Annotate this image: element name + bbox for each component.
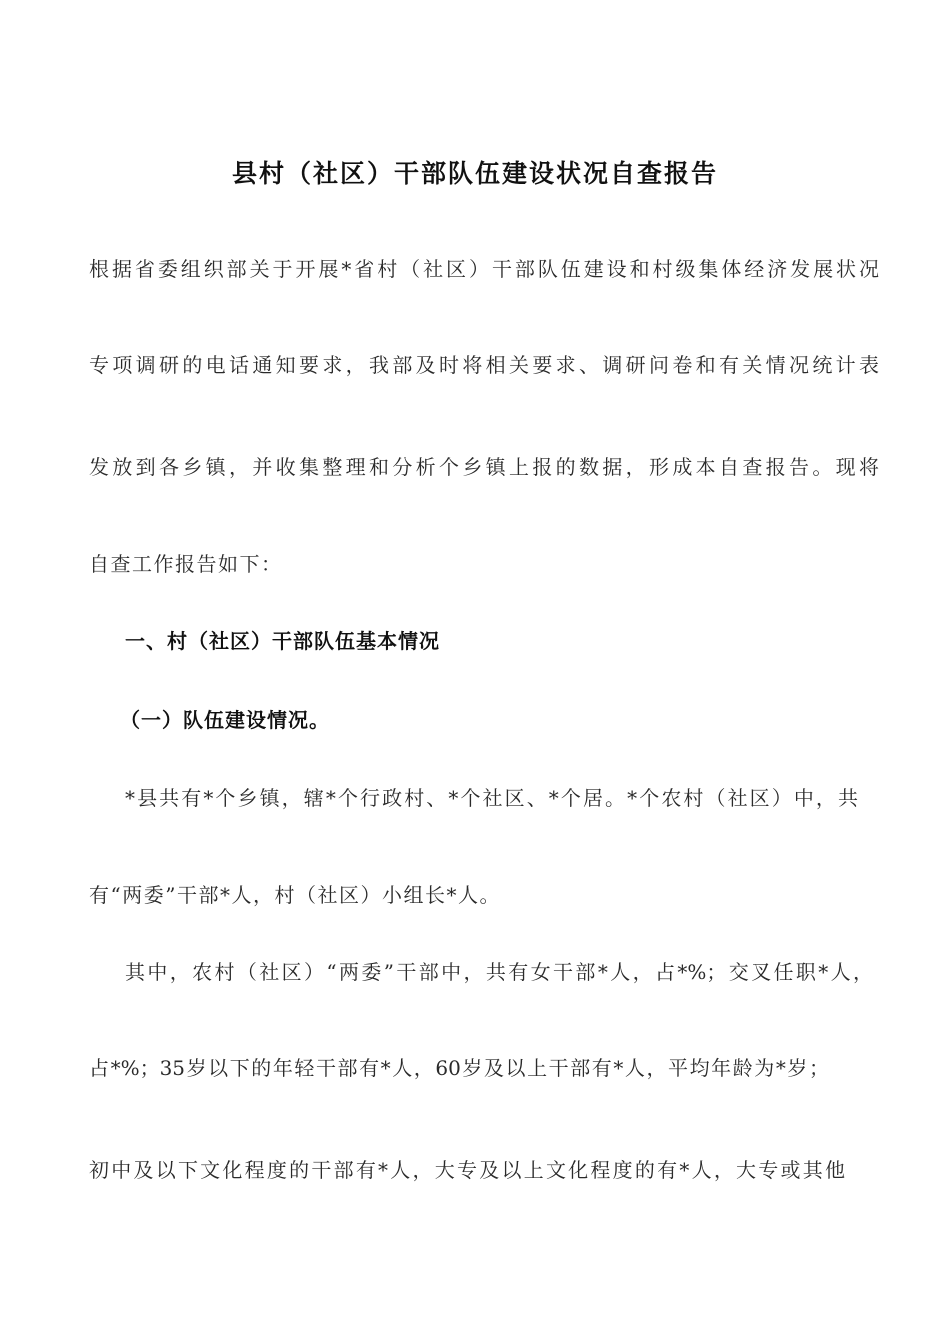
para1-line-2: 有“两委”干部*人，村（社区）小组长*人。 <box>89 883 501 907</box>
document-title: 县村（社区）干部队伍建设状况自查报告 <box>231 159 718 188</box>
section-heading-1: 一、村（社区）干部队伍基本情况 <box>125 629 440 653</box>
intro-line-2: 专项调研的电话通知要求，我部及时将相关要求、调研问卷和有关情况统计表 <box>89 353 879 377</box>
subsection-heading-1: （一）队伍建设情况。 <box>120 708 330 732</box>
para1-line-1: *县共有*个乡镇，辖*个行政村、*个社区、*个居。*个农村（社区）中，共 <box>125 786 858 810</box>
intro-line-1: 根据省委组织部关于开展*省村（社区）干部队伍建设和村级集体经济发展状况 <box>89 257 879 281</box>
intro-line-4: 自查工作报告如下： <box>89 552 283 576</box>
para2-line-1: 其中，农村（社区）“两委”干部中，共有女干部*人，占*%；交叉任职*人， <box>125 960 873 984</box>
intro-line-3: 发放到各乡镇，并收集整理和分析个乡镇上报的数据，形成本自查报告。现将 <box>89 455 879 479</box>
para2-line-3: 初中及以下文化程度的干部有*人，大专及以上文化程度的有*人，大专或其他 <box>89 1158 845 1182</box>
para2-line-2: 占*%；35岁以下的年轻干部有*人，60岁及以上干部有*人，平均年龄为*岁； <box>89 1056 829 1080</box>
